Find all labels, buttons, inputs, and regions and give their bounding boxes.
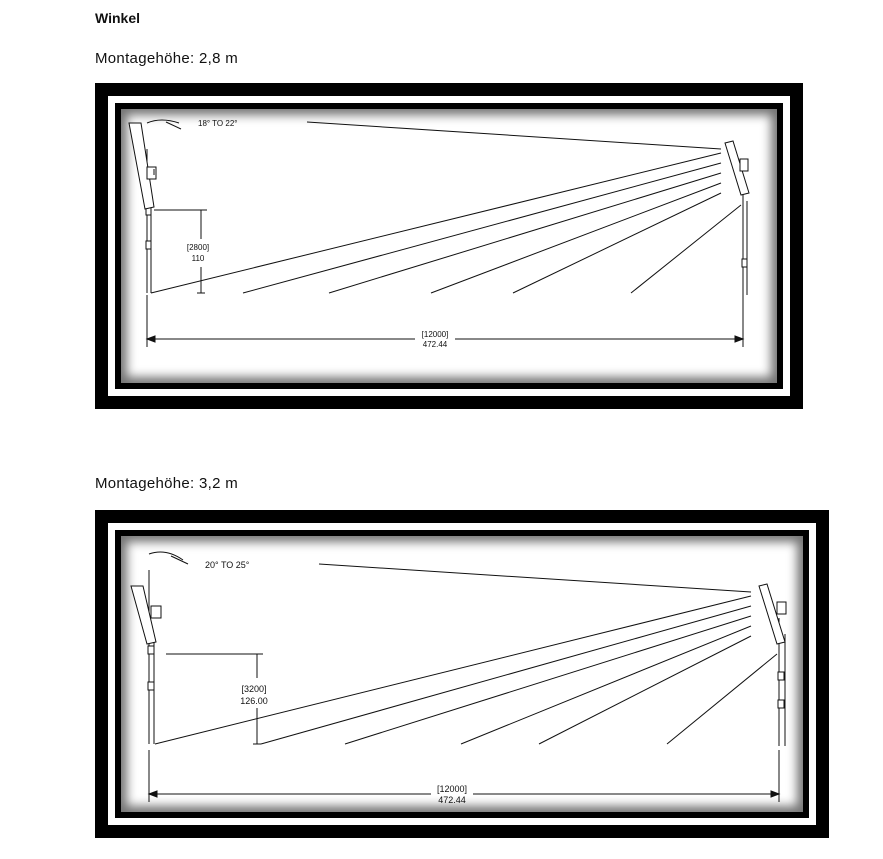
mounting-height-title-1: Montagehöhe: 2,8 m bbox=[95, 50, 238, 67]
section-heading: Winkel bbox=[95, 10, 140, 26]
left-sensor-bracket bbox=[129, 123, 154, 209]
diagram-frame-2 bbox=[95, 510, 829, 838]
height-dimension-in: 126.00 bbox=[240, 696, 268, 706]
height-dimension-mm: [3200] bbox=[241, 684, 267, 694]
left-sensor-icon bbox=[151, 606, 161, 618]
installation-diagram-2 bbox=[121, 536, 803, 812]
height-dimension-mm: [2800] bbox=[186, 243, 210, 252]
distance-dimension-mm: [12000] bbox=[421, 330, 449, 339]
distance-dimension-in: 472.44 bbox=[438, 795, 466, 805]
diagram-canvas-1 bbox=[121, 109, 777, 383]
right-sensor-icon bbox=[740, 159, 748, 171]
distance-dimension-mm: [12000] bbox=[436, 784, 468, 794]
right-sensor-icon bbox=[777, 602, 786, 614]
height-dimension-in: 110 bbox=[191, 254, 205, 263]
diagram-frame-1 bbox=[95, 83, 803, 409]
angle-arc bbox=[147, 120, 179, 123]
left-sensor-icon bbox=[147, 167, 156, 179]
diagram-canvas-2 bbox=[121, 536, 803, 812]
installation-diagram-1 bbox=[121, 109, 777, 383]
angle-label: 18° TO 22° bbox=[198, 119, 238, 128]
angle-label: 20° TO 25° bbox=[205, 560, 250, 570]
distance-dimension-in: 472.44 bbox=[422, 340, 448, 349]
mounting-height-title-2: Montagehöhe: 3,2 m bbox=[95, 475, 238, 492]
detection-beams bbox=[151, 122, 741, 293]
